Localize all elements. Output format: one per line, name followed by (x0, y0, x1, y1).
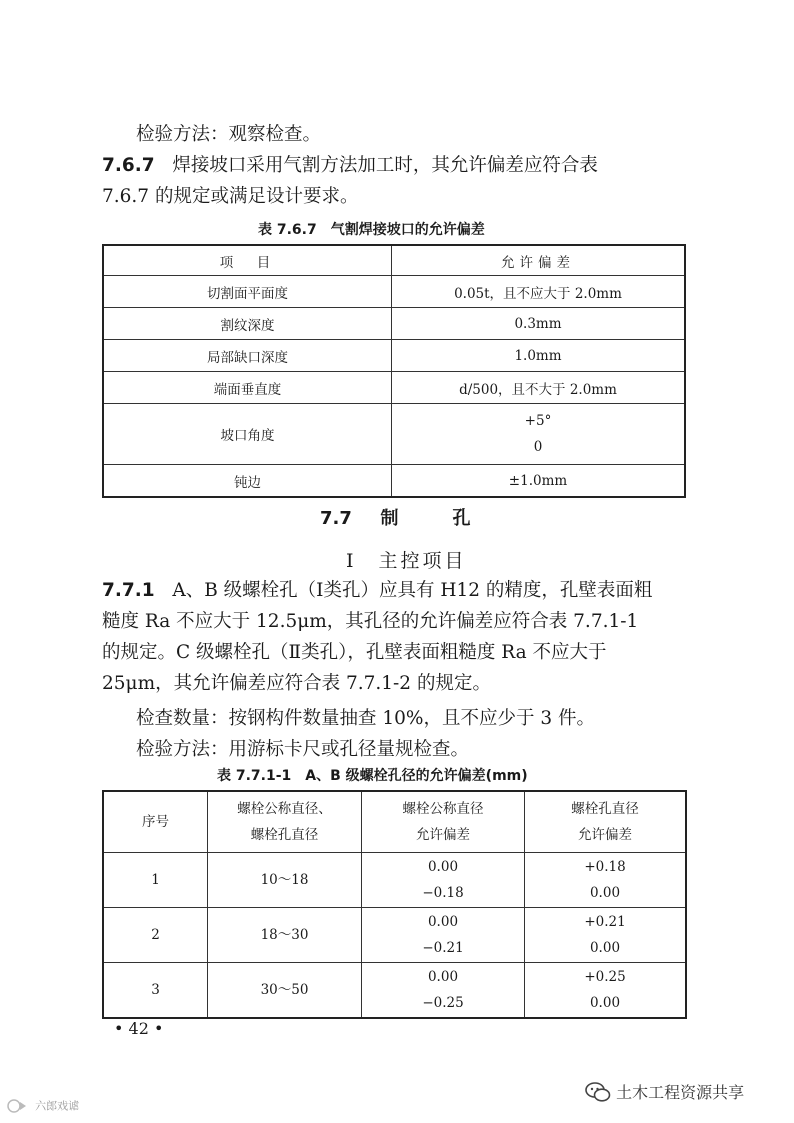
logo-icon (6, 1098, 30, 1114)
header-line: 螺栓孔直径 (571, 801, 639, 817)
page-number: • 42 • (114, 1019, 164, 1038)
cell-item: 钝边 (103, 465, 392, 498)
footer-watermark (6, 1095, 79, 1114)
value-upper: +0.25 (584, 969, 626, 985)
deviation-lower: 0 (533, 439, 543, 455)
cell-range: 30～50 (208, 963, 362, 1019)
clause-text: 焊接坡口采用气割方法加工时，其允许偏差应符合表 (172, 155, 598, 176)
value-upper: 0.00 (427, 859, 459, 875)
table-row (103, 963, 686, 1019)
cell-serial: 3 (103, 963, 208, 1019)
cell-item: 端面垂直度 (103, 372, 392, 404)
clause-text: A、B 级螺栓孔（Ⅰ类孔）应具有 H12 的精度，孔壁表面粗 (172, 580, 653, 601)
clause-number: 7.7.1 (102, 580, 155, 601)
cell-range: 18～30 (208, 908, 362, 963)
table-row (103, 404, 685, 465)
clause-7-6-7-line2: 7.6.7 的规定或满足设计要求。 (102, 186, 359, 207)
cell-range: 10～18 (208, 853, 362, 908)
section-heading-7-7 (320, 504, 489, 530)
table-header-row (103, 791, 686, 853)
check-method-observe: 检验方法：观察检查。 (136, 124, 322, 145)
clause-number: 7.6.7 (102, 155, 155, 176)
cell-hole-deviation (525, 963, 687, 1019)
cell-deviation (392, 404, 686, 465)
clause-7-7-1-line1 (102, 575, 652, 606)
header-item: 项 目 (103, 245, 392, 276)
value-lower: 0.00 (589, 995, 621, 1011)
header-deviation: 允许偏差 (392, 245, 686, 276)
cell-item: 切割面平面度 (103, 276, 392, 308)
cell-deviation: d/500，且不大于 2.0mm (392, 372, 686, 404)
table-row (103, 308, 685, 340)
clause-7-7-1-line4: 25μm，其允许偏差应符合表 7.7.1-2 的规定。 (102, 673, 491, 694)
header-line: 螺栓公称直径、 (237, 801, 332, 817)
cell-deviation: ±1.0mm (392, 465, 686, 498)
cell-serial: 1 (103, 853, 208, 908)
table-row (103, 908, 686, 963)
deviation-upper: +5° (524, 413, 552, 429)
cell-item: 坡口角度 (103, 404, 392, 465)
footer-watermark-text: 六郎戏谑 (35, 1099, 80, 1113)
cell-deviation: 0.3mm (392, 308, 686, 340)
cell-deviation: 0.05t，且不应大于 2.0mm (392, 276, 686, 308)
cell-bolt-deviation (362, 963, 525, 1019)
table-7-6-7-caption: 表 7.6.7 气割焊接坡口的允许偏差 (258, 222, 485, 238)
header-diameter (208, 791, 362, 853)
value-upper: 0.00 (427, 914, 459, 930)
clause-7-7-1-line2: 糙度 Ra 不应大于 12.5μm，其孔径的允许偏差应符合表 7.7.1-1 (102, 611, 639, 632)
table-row (103, 372, 685, 404)
table-row (103, 276, 685, 308)
table-7-6-7 (102, 244, 686, 498)
table-row (103, 853, 686, 908)
header-line: 允许偏差 (416, 827, 470, 843)
footer-source-text: 土木工程资源共享 (616, 1083, 745, 1102)
value-upper: 0.00 (427, 969, 459, 985)
wechat-icon (585, 1081, 611, 1103)
header-line: 螺栓公称直径 (402, 801, 484, 817)
subsection-title: Ⅰ 主控项目 (346, 550, 467, 572)
value-lower: −0.21 (422, 940, 464, 956)
header-line: 螺栓孔直径 (250, 827, 319, 843)
header-line: 允许偏差 (578, 827, 632, 843)
value-upper: +0.21 (584, 914, 626, 930)
cell-hole-deviation (525, 853, 687, 908)
header-hole-deviation (525, 791, 687, 853)
header-bolt-deviation (362, 791, 525, 853)
table-7-7-1-1-caption: 表 7.7.1-1 A、B 级螺栓孔径的允许偏差(mm) (217, 768, 528, 784)
section-title: 制 孔 (380, 508, 489, 529)
value-lower: −0.18 (422, 885, 464, 901)
cell-item: 割纹深度 (103, 308, 392, 340)
inspection-quantity: 检查数量：按钢构件数量抽查 10%，且不应少于 3 件。 (136, 708, 596, 729)
value-lower: 0.00 (589, 940, 621, 956)
cell-deviation: 1.0mm (392, 340, 686, 372)
clause-7-7-1-line3: 的规定。C 级螺栓孔（Ⅱ类孔），孔壁表面粗糙度 Ra 不应大于 (102, 642, 607, 663)
cell-serial: 2 (103, 908, 208, 963)
footer-source (585, 1080, 744, 1103)
value-upper: +0.18 (584, 859, 626, 875)
table-row (103, 340, 685, 372)
cell-bolt-deviation (362, 853, 525, 908)
table-7-7-1-1 (102, 790, 687, 1019)
section-number: 7.7 (320, 508, 352, 529)
header-serial: 序号 (103, 791, 208, 853)
table-row (103, 465, 685, 498)
table-header-row (103, 245, 685, 276)
cell-hole-deviation (525, 908, 687, 963)
value-lower: 0.00 (589, 885, 621, 901)
inspection-method: 检验方法：用游标卡尺或孔径量规检查。 (136, 739, 470, 760)
cell-bolt-deviation (362, 908, 525, 963)
cell-item: 局部缺口深度 (103, 340, 392, 372)
value-lower: −0.25 (422, 995, 464, 1011)
clause-7-6-7-line1 (102, 150, 598, 181)
